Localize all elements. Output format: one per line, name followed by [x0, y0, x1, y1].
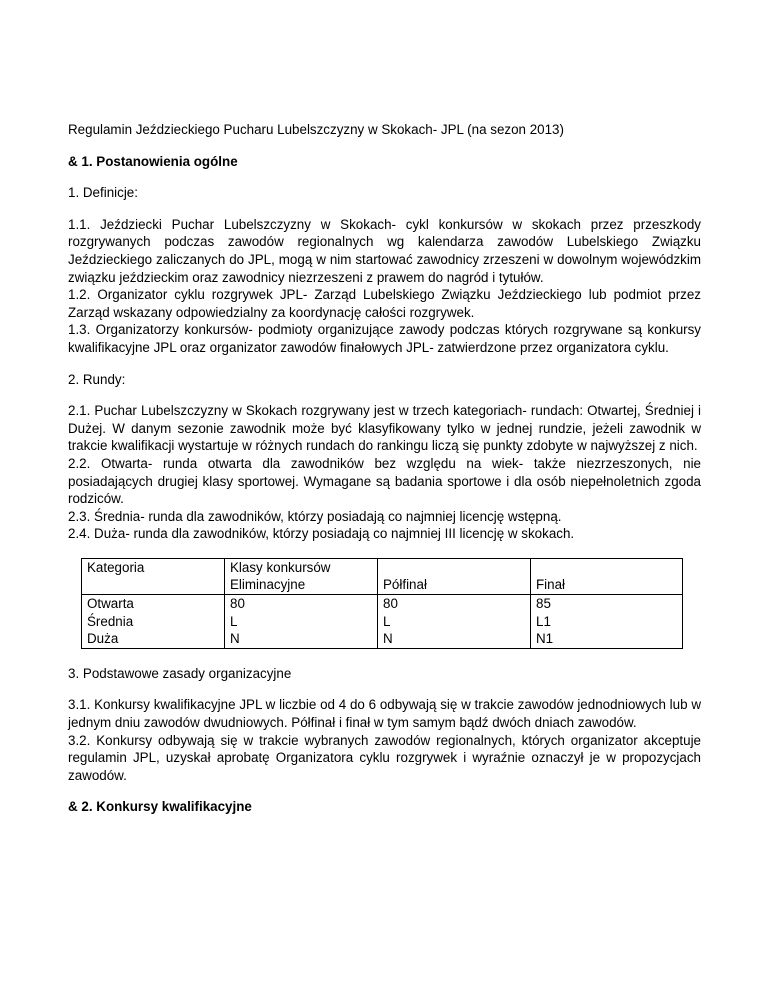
rounds-heading: 2. Rundy: [68, 371, 126, 387]
round-2-4: 2.4. Duża- runda dla zawodników, którzy posiadają co najmniej III licencję w skokach. [68, 526, 575, 542]
table-cell-polfinal-values [378, 595, 531, 649]
category-srednia: Średnia [87, 613, 134, 629]
final-srednia: L1 [536, 613, 551, 629]
definition-1-1: 1.1. Jeździecki Puchar Lubelszczyzny w Skokach- cykl konkursów w skokach przez przeszkody rozgrywanych podczas zawodów regionalnych wg kalendarza zawodów Lubelskiego Związku Jeździeckiego zaliczanych do JPL, mogą w nim startować zawodnicy zrzeszeni w dowolnym wojewódzkim związku jeździeckim oraz zawodnicy niezrzeszeni z prawem do nagród i tytułów. [68, 216, 701, 285]
round-2-3: 2.3. Średnia- runda dla zawodników, którzy posiadają co najmniej licencję wstępną. [68, 508, 562, 524]
polfinal-duza: N [383, 631, 393, 647]
table-cell-kategoria [82, 558, 225, 594]
round-2-1: 2.1. Puchar Lubelszczyzny w Skokach rozgrywany jest w trzech kategoriach- rundach: Otwartej, Średniej i Dużej. W danym sezonie zawodnik może być klasyfikowany tylko w jednej rundzie, jeżeli zawodnik w trakcie kwalifikacji wystartuje w różnych rundach do rankingu liczą się punkty zdobyte w najwyższej z nich. [68, 403, 701, 454]
header-eliminacyjne: Eliminacyjne [230, 577, 306, 593]
category-duza: Duża [87, 631, 119, 647]
section-1-heading: & 1. Postanowienia ogólne [68, 153, 238, 169]
rule-3-1: 3.1. Konkursy kwalifikacyjne JPL w liczbie od 4 do 6 odbywają się w trakcie zawodów jednodniowych lub w jednym dniu zawodów dwudniowych. Półfinał i finał w tym samym bądź dwóch dniach zawodów. [68, 697, 701, 731]
rule-3-2: 3.2. Konkursy odbywają się w trakcie wybranych zawodów regionalnych, których organizator akceptuje regulamin JPL, uzyskał aprobatę Organizatora cyklu rozgrywek i wyraźnie oznaczył je w propozycjach zawodów. [68, 732, 701, 783]
table-cell-eliminacyjne-header [225, 558, 378, 594]
table-cell-eliminacyjne-values [225, 595, 378, 649]
table-cell-polfinal-header [378, 558, 531, 594]
eliminacyjne-otwarta: 80 [230, 596, 245, 612]
rules-heading: 3. Podstawowe zasady organizacyjne [68, 665, 292, 681]
definition-1-2: 1.2. Organizator cyklu rozgrywek JPL- Zarząd Lubelskiego Związku Jeździeckiego lub podmiot przez Zarząd wskazany odpowiedzialny za koordynację całości rozgrywek. [68, 287, 701, 320]
section-2-heading: & 2. Konkursy kwalifikacyjne [68, 799, 252, 815]
header-polfinal: Półfinał [383, 577, 427, 593]
eliminacyjne-srednia: L [230, 613, 238, 629]
eliminacyjne-duza: N [230, 631, 240, 647]
table-cell-categories [82, 595, 225, 649]
table-cell-final-values [531, 595, 683, 649]
document-page [68, 121, 701, 816]
competition-classes-table [81, 558, 683, 649]
final-otwarta: 85 [536, 596, 551, 612]
polfinal-otwarta: 80 [383, 596, 398, 612]
header-final: Finał [536, 577, 566, 593]
round-2-2: 2.2. Otwarta- runda otwarta dla zawodników bez względu na wiek- także niezrzeszonych, nie posiadających drugiej klasy sportowej. Wymagane są badania sportowe i dla osób niepełnoletnich zgoda rodziców. [68, 455, 701, 507]
definitions-heading: 1. Definicje: [68, 185, 138, 201]
polfinal-srednia: L [383, 613, 391, 629]
header-kategoria: Kategoria [87, 559, 145, 575]
category-otwarta: Otwarta [87, 596, 134, 612]
table-cell-final-header [531, 558, 683, 594]
header-klasy-konkursow: Klasy konkursów [230, 559, 331, 575]
definition-1-3: 1.3. Organizatorzy konkursów- podmioty organizujące zawody podczas których rozgrywane są konkursy kwalifikacyjne JPL oraz organizator zawodów finałowych JPL- zatwierdzone przez organizatora cyklu. [68, 322, 701, 355]
document-title: Regulamin Jeździeckiego Pucharu Lubelszczyzny w Skokach- JPL (na sezon 2013) [68, 122, 564, 137]
final-duza: N1 [536, 631, 554, 647]
